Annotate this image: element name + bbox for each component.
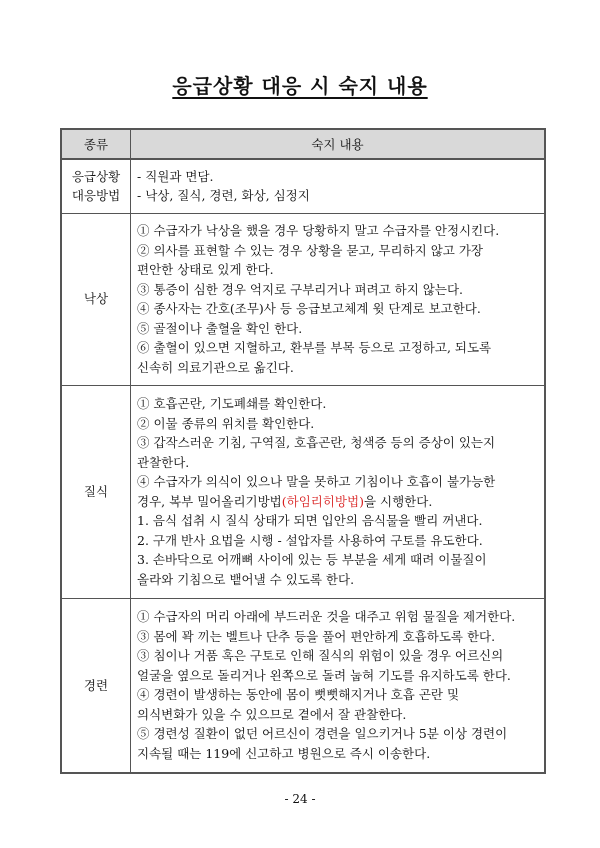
row-content: [131, 213, 546, 385]
content-line: ④ 경련이 발생하는 동안에 몸이 뻣뻣해지거나 호흡 곤란 및: [137, 687, 460, 703]
content-line: ① 수급자가 낙상을 했을 경우 당황하지 말고 수급자를 안정시킨다.: [137, 223, 500, 238]
content-line: 신속히 의료기관으로 옮긴다.: [137, 359, 294, 375]
category-line: 응급상황: [71, 168, 121, 184]
content-line: ⑤ 골절이나 출혈을 확인 한다.: [137, 320, 303, 336]
content-line: ③ 침이나 거품 혹은 구토로 인해 질식의 위험이 있을 경우 어르신의: [137, 648, 504, 664]
content-line: 2. 구개 반사 요법을 시행 - 설압자를 사용하여 구토를 유도한다.: [137, 532, 483, 548]
table-row: [61, 159, 545, 213]
content-line: [137, 492, 544, 512]
row-category: [61, 159, 131, 213]
row-content: [131, 385, 546, 598]
emergency-table: [60, 128, 546, 774]
table-row: [61, 213, 545, 385]
content-line: 관찰한다.: [137, 454, 190, 470]
content-line: 얼굴을 옆으로 돌리거나 왼쪽으로 돌려 눕혀 기도를 유지하도록 한다.: [137, 667, 511, 683]
content-line: 편안한 상태로 있게 한다.: [137, 262, 274, 277]
content-line: 1. 음식 섭취 시 질식 상태가 되면 입안의 음식물을 빨리 꺼낸다.: [137, 513, 483, 528]
page-number: - 24 -: [284, 792, 316, 806]
row-category: 질식: [61, 385, 131, 598]
content-line: ④ 수급자가 의식이 있으나 말을 못하고 기침이나 호흡이 불가능한: [137, 474, 496, 489]
content-line: - 직원과 면담.: [137, 168, 214, 184]
content-line: ④ 종사자는 간호(조무)사 등 응급보고체계 윗 단계로 보고한다.: [137, 301, 481, 316]
content-line: ③ 통증이 심한 경우 억지로 구부리거나 펴려고 하지 않는다.: [137, 281, 463, 297]
page-title: 응급상황 대응 시 숙지 내용: [172, 74, 428, 98]
content-line: ③ 갑작스러운 기침, 구역질, 호흡곤란, 청색증 등의 증상이 있는지: [137, 435, 496, 450]
content-line: ⑥ 출혈이 있으면 지혈하고, 환부를 부목 등으로 고정하고, 되도록: [137, 340, 492, 355]
content-text: 경우, 복부 밀어올리기방법: [137, 493, 282, 509]
content-line: ① 호흡곤란, 기도폐쇄를 확인한다.: [137, 396, 327, 411]
content-line: 의식변화가 있을 수 있으므로 곁에서 잘 관찰한다.: [137, 706, 407, 722]
row-content: [131, 159, 546, 213]
header-category: 종류: [61, 129, 131, 159]
content-line: 지속될 때는 119에 신고하고 병원으로 즉시 이송한다.: [137, 745, 431, 761]
content-line: ⑤ 경련성 질환이 없던 어르신이 경련을 일으키거나 5분 이상 경련이: [137, 726, 508, 742]
content-line: - 낙상, 질식, 경련, 화상, 심정지: [137, 188, 310, 204]
content-line: ② 이물 종류의 위치를 확인한다.: [137, 415, 315, 431]
content-line: ③ 몸에 꽉 끼는 벨트나 단추 등을 풀어 편안하게 호흡하도록 한다.: [137, 628, 496, 644]
table-row: [61, 385, 545, 598]
content-line: ① 수급자의 머리 아래에 부드러운 것을 대주고 위험 물질을 제거한다.: [137, 609, 516, 625]
category-line: 대응방법: [71, 188, 121, 204]
table-row: [61, 598, 545, 773]
content-line: ② 의사를 표현할 수 있는 경우 상황을 묻고, 무리하지 않고 가장: [137, 242, 484, 258]
row-category: 경련: [61, 598, 131, 773]
content-text: 을 시행한다.: [363, 493, 433, 509]
row-content: [131, 598, 546, 773]
header-content: 숙지 내용: [131, 129, 546, 159]
highlight-text: (하임리히방법): [281, 493, 364, 509]
row-category: 낙상: [61, 213, 131, 385]
content-line: 올라와 기침으로 뱉어낼 수 있도록 한다.: [137, 571, 355, 587]
table-header: [61, 129, 545, 159]
content-line: 3. 손바닥으로 어깨뼈 사이에 있는 등 부분을 세게 때려 이물질이: [137, 552, 487, 567]
